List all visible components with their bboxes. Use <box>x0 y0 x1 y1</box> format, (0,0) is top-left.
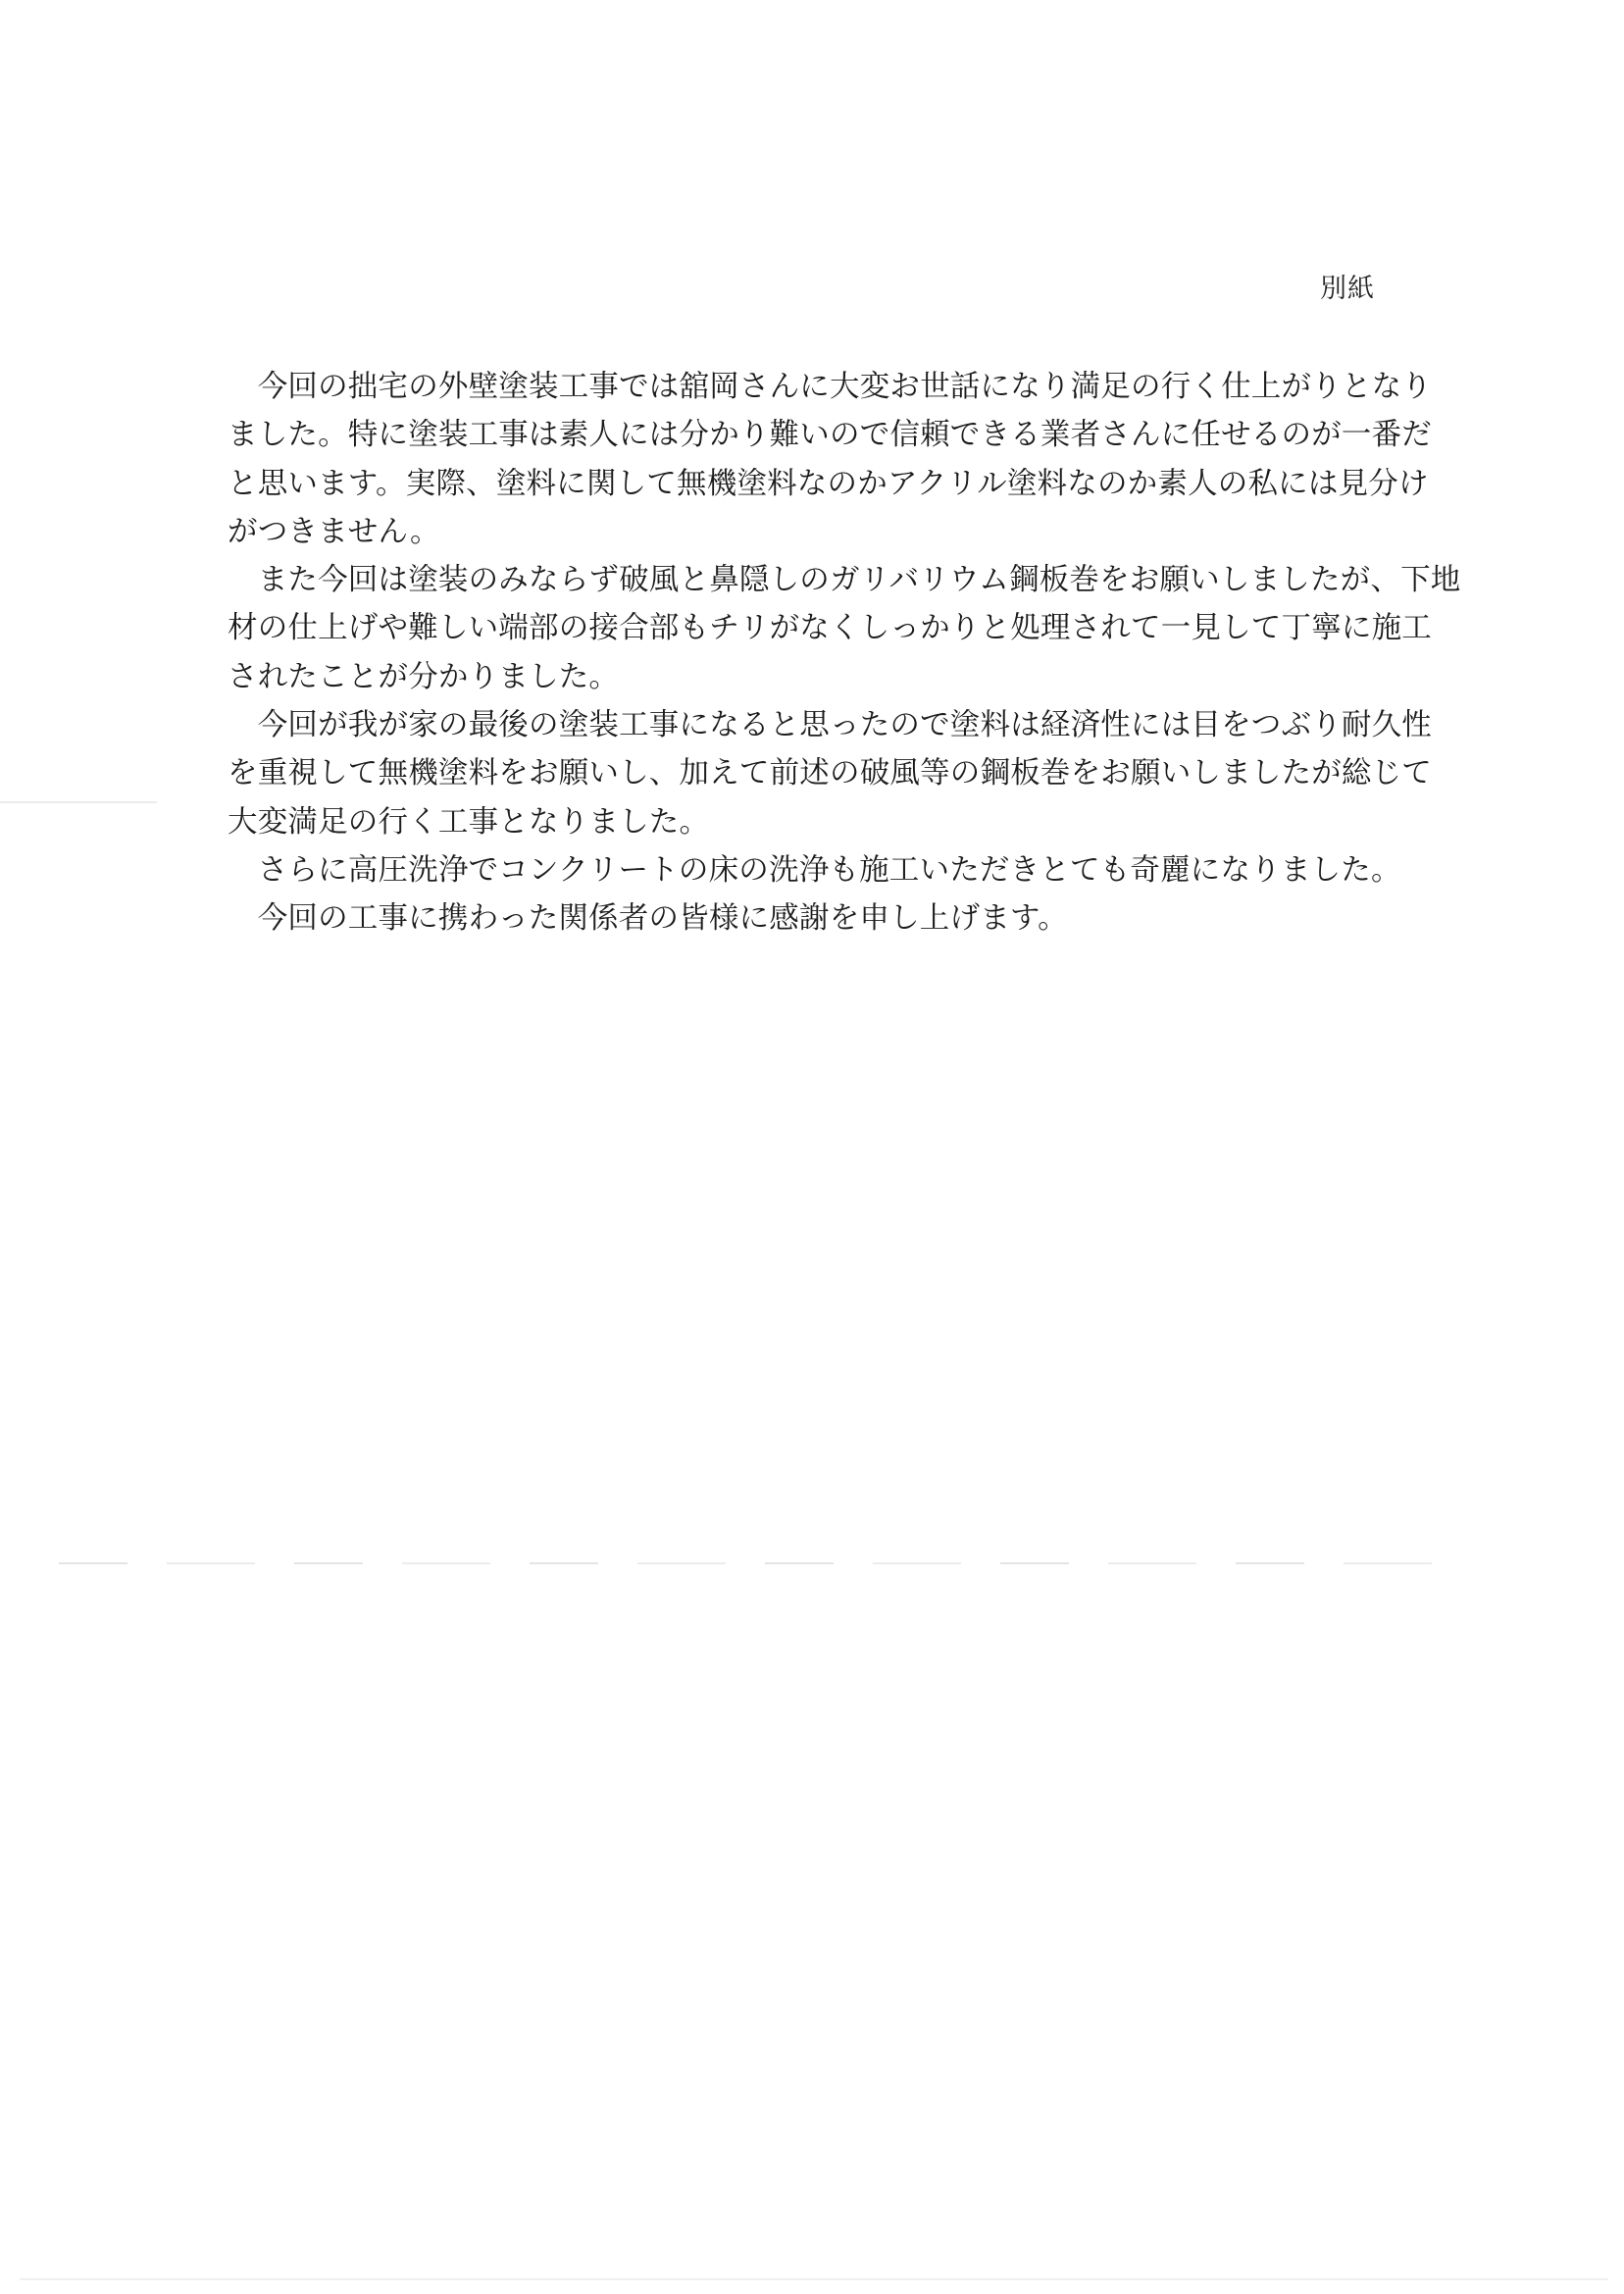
body-line: がつきません。 <box>228 514 440 549</box>
scan-artifact <box>0 801 157 803</box>
letter-body <box>228 363 1461 943</box>
body-line: また今回は塗装のみならず破風と鼻隠しのガリバリウム鋼板巻をお願いしましたが、下地 <box>228 563 1461 598</box>
body-line: ました。特に塗装工事は素人には分かり難いので信頼できる業者さんに任せるのが一番だ <box>228 418 1432 453</box>
body-line: 今回の工事に携わった関係者の皆様に感謝を申し上げます。 <box>228 901 1068 937</box>
body-line: 大変満足の行く工事となりました。 <box>228 804 710 840</box>
body-line: 今回の拙宅の外壁塗装工事では舘岡さんに大変お世話になり満足の行く仕上がりとなり <box>228 370 1432 404</box>
body-line: 材の仕上げや難しい端部の接合部もチリがなくしっかりと処理されて一見して丁寧に施工 <box>228 611 1432 646</box>
attachment-label: 別紙 <box>1320 274 1375 304</box>
scan-artifact <box>59 1562 1461 1564</box>
body-line: 今回が我が家の最後の塗装工事になると思ったので塗料は経済性には目をつぶり耐久性 <box>228 708 1432 743</box>
body-line: さらに高圧洗浄でコンクリートの床の洗浄も施工いただきとても奇麗になりました。 <box>228 852 1401 888</box>
body-line: されたことが分かりました。 <box>228 659 620 694</box>
body-line: を重視して無機塗料をお願いし、加えて前述の破風等の鋼板巻をお願いしましたが総じて <box>228 756 1432 791</box>
body-line: と思います。実際、塗料に関して無機塗料なのかアクリル塗料なのか素人の私には見分け <box>228 466 1429 501</box>
page-edge <box>20 2278 1608 2280</box>
